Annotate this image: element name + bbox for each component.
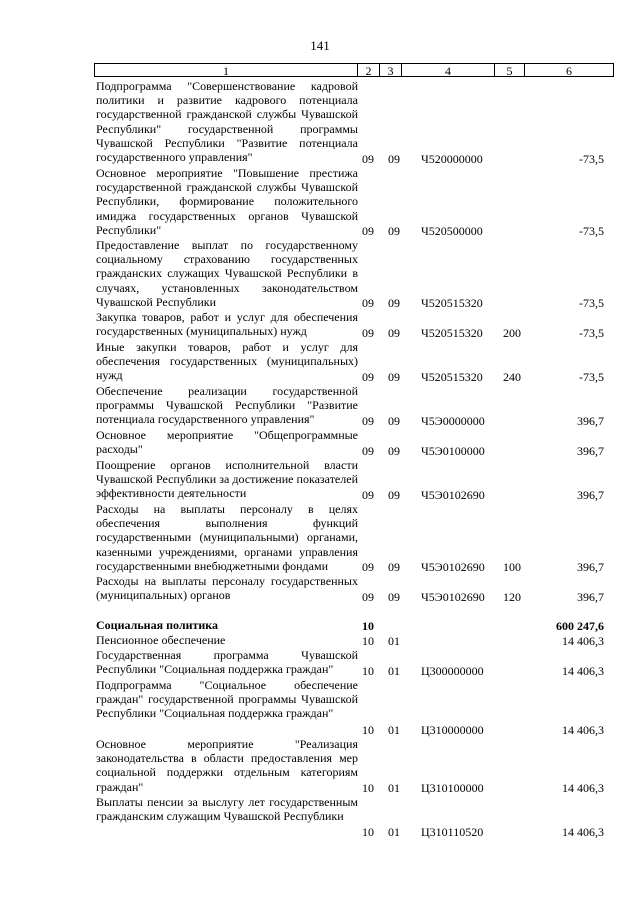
row-subsection: 09 <box>388 295 400 310</box>
table-row <box>94 618 614 633</box>
row-section: 09 <box>362 589 374 604</box>
row-target-code: Ч5Э0000000 <box>421 413 485 428</box>
header-col-5: 5 <box>494 63 525 77</box>
row-subsection: 09 <box>388 443 400 458</box>
header-col-6: 6 <box>524 63 614 77</box>
row-section: 09 <box>362 369 374 384</box>
row-amount: 14 406,3 <box>562 780 604 795</box>
row-description: Расходы на выплаты персоналу государственных (муниципальных) органов <box>96 574 358 603</box>
row-subsection: 01 <box>388 663 400 678</box>
row-target-code: Ч520515320 <box>421 369 483 384</box>
row-description: Подпрограмма "Социальное обеспечение граждан" государственной программы Чувашской Республики "Социальная поддержка граждан" <box>96 678 358 721</box>
row-amount: -73,5 <box>579 223 604 238</box>
row-section: 10 <box>362 663 374 678</box>
row-target-code: Ч520500000 <box>421 223 483 238</box>
row-amount: 396,7 <box>577 443 604 458</box>
table-row <box>94 310 614 340</box>
row-target-code: Ч520515320 <box>421 295 483 310</box>
row-description: Закупка товаров, работ и услуг для обеспечения государственных (муниципальных) нужд <box>96 310 358 339</box>
row-target-code: Ч520515320 <box>421 325 483 340</box>
row-target-code: Ц310110520 <box>421 824 484 839</box>
table-row <box>94 574 614 604</box>
row-amount: -73,5 <box>579 295 604 310</box>
row-description: Выплаты пенсии за выслугу лет государственным гражданским служащим Чувашской Республики <box>96 795 358 824</box>
row-subsection: 01 <box>388 633 400 648</box>
row-section: 09 <box>362 443 374 458</box>
row-subsection: 09 <box>388 369 400 384</box>
table-row <box>94 340 614 384</box>
table-row <box>94 384 614 428</box>
row-amount: 396,7 <box>577 413 604 428</box>
table-row <box>94 795 614 839</box>
table-row <box>94 79 614 166</box>
row-description: Предоставление выплат по государственному социальному страхованию государственных гражданских служащих Чувашской Республики в случаях, установленных законодательством Чувашской Республики <box>96 238 358 309</box>
row-amount: 14 406,3 <box>562 663 604 678</box>
row-description: Иные закупки товаров, работ и услуг для обеспечения государственных (муниципальных) нужд <box>96 340 358 383</box>
row-section: 10 <box>362 722 374 737</box>
row-subsection: 09 <box>388 487 400 502</box>
table-row <box>94 428 614 458</box>
row-target-code: Ч5Э0102690 <box>421 559 485 574</box>
row-description: Поощрение органов исполнительной власти Чувашской Республики за достижение показателей эффективности деятельности <box>96 458 358 501</box>
row-description: Государственная программа Чувашской Республики "Социальная поддержка граждан" <box>96 648 358 677</box>
row-target-code: Ч520000000 <box>421 151 483 166</box>
row-section: 09 <box>362 487 374 502</box>
table-row <box>94 737 614 795</box>
row-amount: 14 406,3 <box>562 824 604 839</box>
row-description: Основное мероприятие "Повышение престижа государственной гражданской службы Чувашской Республики, формирование положительного имиджа государственных органов Чувашской Республики" <box>96 166 358 237</box>
row-amount: -73,5 <box>579 325 604 340</box>
table-row <box>94 238 614 310</box>
row-section: 09 <box>362 151 374 166</box>
row-description: Основное мероприятие "Реализация законодательства в области предоставления мер социальной поддержки отдельным категориям граждан" <box>96 737 358 794</box>
row-amount: 600 247,6 <box>556 618 604 633</box>
table-row <box>94 166 614 238</box>
row-target-code: Ч5Э0102690 <box>421 589 485 604</box>
row-description: Пенсионное обеспечение <box>96 633 226 647</box>
row-section: 10 <box>362 618 374 633</box>
table-row <box>94 502 614 574</box>
row-subsection: 09 <box>388 151 400 166</box>
row-expense-type: 120 <box>503 589 521 604</box>
row-target-code: Ц310000000 <box>421 722 484 737</box>
row-subsection: 01 <box>388 824 400 839</box>
row-amount: 396,7 <box>577 589 604 604</box>
row-description: Обеспечение реализации государственной программы Чувашской Республики "Развитие потенциала государственного управления" <box>96 384 358 427</box>
row-section: 09 <box>362 325 374 340</box>
row-target-code: Ц310100000 <box>421 780 484 795</box>
row-target-code: Ч5Э0102690 <box>421 487 485 502</box>
table-row <box>94 648 614 678</box>
row-subsection: 01 <box>388 780 400 795</box>
page-number: 141 <box>310 38 330 53</box>
row-amount: 14 406,3 <box>562 722 604 737</box>
row-expense-type: 100 <box>503 559 521 574</box>
row-section: 10 <box>362 824 374 839</box>
row-amount: -73,5 <box>579 151 604 166</box>
header-col-3: 3 <box>379 63 402 77</box>
row-amount: 396,7 <box>577 559 604 574</box>
row-target-code: Ч5Э0100000 <box>421 443 485 458</box>
row-amount: -73,5 <box>579 369 604 384</box>
row-subsection: 01 <box>388 722 400 737</box>
table-row <box>94 678 614 737</box>
row-subsection: 09 <box>388 589 400 604</box>
table-header <box>94 63 614 77</box>
row-description: Социальная политика <box>96 618 219 632</box>
row-subsection: 09 <box>388 325 400 340</box>
row-subsection: 09 <box>388 413 400 428</box>
table-row <box>94 633 614 648</box>
row-subsection: 09 <box>388 559 400 574</box>
row-section: 10 <box>362 633 374 648</box>
row-section: 09 <box>362 295 374 310</box>
table-row <box>94 458 614 502</box>
row-section: 09 <box>362 413 374 428</box>
row-expense-type: 240 <box>503 369 521 384</box>
row-amount: 396,7 <box>577 487 604 502</box>
row-section: 09 <box>362 223 374 238</box>
row-amount: 14 406,3 <box>562 633 604 648</box>
header-col-4: 4 <box>401 63 495 77</box>
row-section: 10 <box>362 780 374 795</box>
row-description: Расходы на выплаты персоналу в целях обеспечения выполнения функций государственными (муниципальными) органами, казенными учреждениями, органами управления государственными внебюджетными фондами <box>96 502 358 573</box>
row-expense-type: 200 <box>503 325 521 340</box>
row-section: 09 <box>362 559 374 574</box>
row-description: Основное мероприятие "Общепрограммные расходы" <box>96 428 358 457</box>
header-col-2: 2 <box>357 63 380 77</box>
row-target-code: Ц300000000 <box>421 663 484 678</box>
header-col-1: 1 <box>94 63 358 77</box>
row-description: Подпрограмма "Совершенствование кадровой политики и развитие кадрового потенциала государственной гражданской службы Чувашской Республики" государственной программы Чувашской Республики "Развитие потенциала государственного управления" <box>96 79 358 165</box>
row-subsection: 09 <box>388 223 400 238</box>
